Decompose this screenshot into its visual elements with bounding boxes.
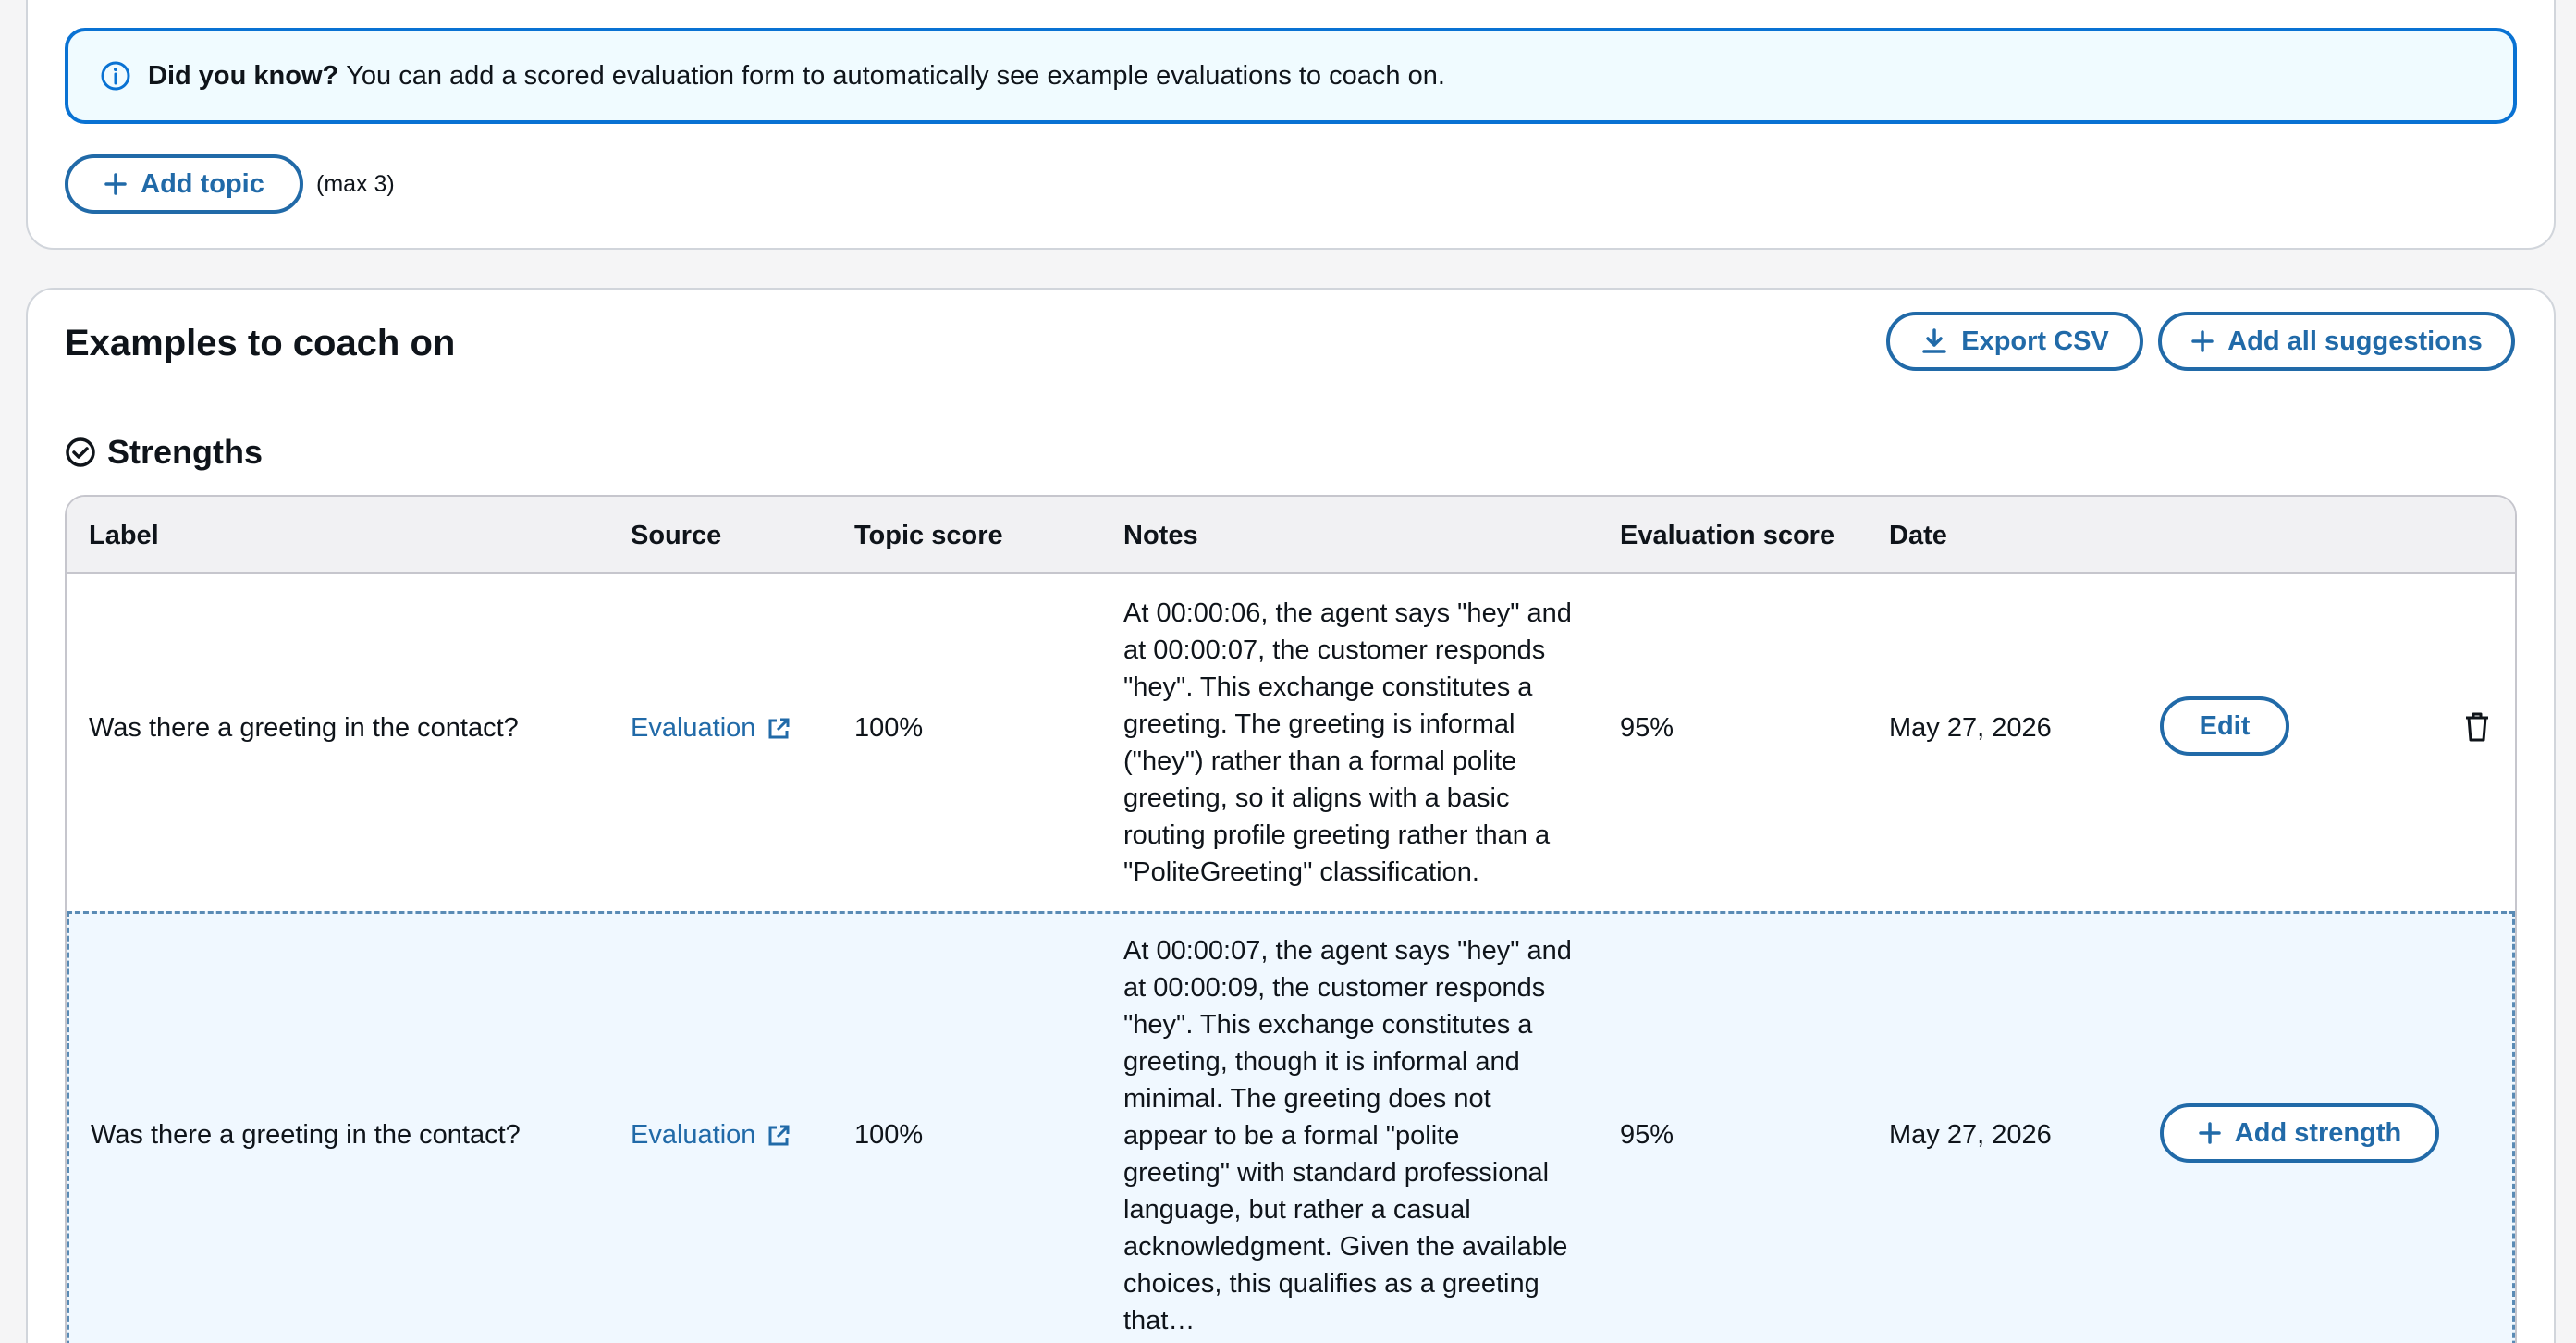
notes	[1123, 932, 1586, 1339]
alert-heading: Did you know?	[148, 60, 339, 91]
notes-line: "hey". This exchange constitutes a	[1123, 1010, 1533, 1040]
date: May 27, 2026	[1889, 713, 2052, 743]
notes-line: "PoliteGreeting" classification.	[1123, 857, 1479, 887]
notes-line: minimal. The greeting does not	[1123, 1084, 1491, 1114]
notes-line: At 00:00:06, the agent says "hey" and	[1123, 598, 1572, 628]
source-link-label: Evaluation	[631, 1120, 756, 1150]
edit-button[interactable]	[2160, 696, 2289, 756]
date: May 27, 2026	[1889, 1120, 2052, 1150]
source-link-label: Evaluation	[631, 713, 756, 743]
table-row	[67, 911, 2515, 1343]
notes-line: greeting, so it aligns with a basic	[1123, 783, 1510, 813]
notes-line: appear to be a formal "polite	[1123, 1121, 1460, 1151]
notes-line: at 00:00:07, the customer responds	[1123, 635, 1546, 665]
check-circle-icon	[65, 437, 96, 468]
column-header-topic-score[interactable]: Topic score	[854, 521, 1003, 550]
notes-line: that…	[1123, 1306, 1196, 1336]
column-header-source[interactable]: Source	[631, 521, 722, 550]
edit-label: Edit	[2199, 710, 2251, 741]
notes-line: greeting" with standard professional	[1123, 1158, 1550, 1188]
evaluation-score: 95%	[1620, 1120, 1674, 1150]
strengths-title: Strengths	[107, 433, 264, 471]
section-title: Examples to coach on	[65, 323, 456, 363]
plus-icon	[2198, 1121, 2222, 1145]
notes-line: greeting. The greeting is informal	[1123, 709, 1515, 739]
column-header-evaluation-score[interactable]: Evaluation score	[1620, 521, 1835, 550]
export-csv-label: Export CSV	[1961, 326, 2109, 356]
add-topic-button[interactable]	[65, 154, 303, 214]
row-label: Was there a greeting in the contact?	[91, 1120, 521, 1150]
plus-icon	[2190, 329, 2214, 353]
notes-line: "hey". This exchange constitutes a	[1123, 672, 1533, 702]
export-csv-button[interactable]	[1886, 312, 2143, 371]
notes	[1123, 595, 1586, 891]
alert-text: You can add a scored evaluation form to automatically see example evaluations to coach on.	[346, 60, 1445, 91]
add-topic-label: Add topic	[141, 168, 264, 199]
table-row	[67, 576, 2515, 911]
download-icon	[1920, 327, 1948, 355]
notes-line: routing profile greeting rather than a	[1123, 820, 1551, 850]
external-link-icon	[767, 1124, 791, 1148]
info-icon	[100, 60, 131, 92]
topic-score: 100%	[854, 713, 924, 743]
source-link[interactable]	[631, 713, 791, 744]
add-strength-label: Add strength	[2234, 1117, 2402, 1148]
notes-line: language, but rather a casual	[1123, 1195, 1471, 1225]
add-all-suggestions-label: Add all suggestions	[2227, 326, 2483, 356]
evaluation-score: 95%	[1620, 713, 1674, 743]
examples-card	[26, 288, 2556, 1343]
notes-line: At 00:00:07, the agent says "hey" and	[1123, 936, 1572, 966]
column-header-label[interactable]: Label	[89, 521, 159, 550]
column-header-date[interactable]: Date	[1889, 521, 1947, 550]
max-topics-note: (max 3)	[316, 171, 395, 197]
strengths-table	[65, 495, 2517, 1343]
plus-icon	[104, 172, 128, 196]
notes-line: at 00:00:09, the customer responds	[1123, 973, 1546, 1003]
notes-line: ("hey") rather than a formal polite	[1123, 746, 1517, 776]
table-header	[67, 497, 2515, 574]
notes-line: acknowledgment. Given the available	[1123, 1232, 1568, 1262]
external-link-icon	[767, 717, 791, 741]
source-link[interactable]	[631, 1120, 791, 1151]
add-all-suggestions-button[interactable]	[2158, 312, 2515, 371]
row-label: Was there a greeting in the contact?	[89, 713, 519, 743]
strengths-heading	[65, 433, 263, 472]
trash-icon[interactable]	[2463, 711, 2491, 743]
notes-line: choices, this qualifies as a greeting	[1123, 1269, 1539, 1299]
topic-score: 100%	[854, 1120, 924, 1150]
add-strength-button[interactable]	[2160, 1103, 2439, 1163]
notes-line: greeting, though it is informal and	[1123, 1047, 1520, 1077]
column-header-notes[interactable]: Notes	[1123, 521, 1198, 550]
info-alert	[65, 28, 2517, 124]
topics-card	[26, 0, 2556, 250]
